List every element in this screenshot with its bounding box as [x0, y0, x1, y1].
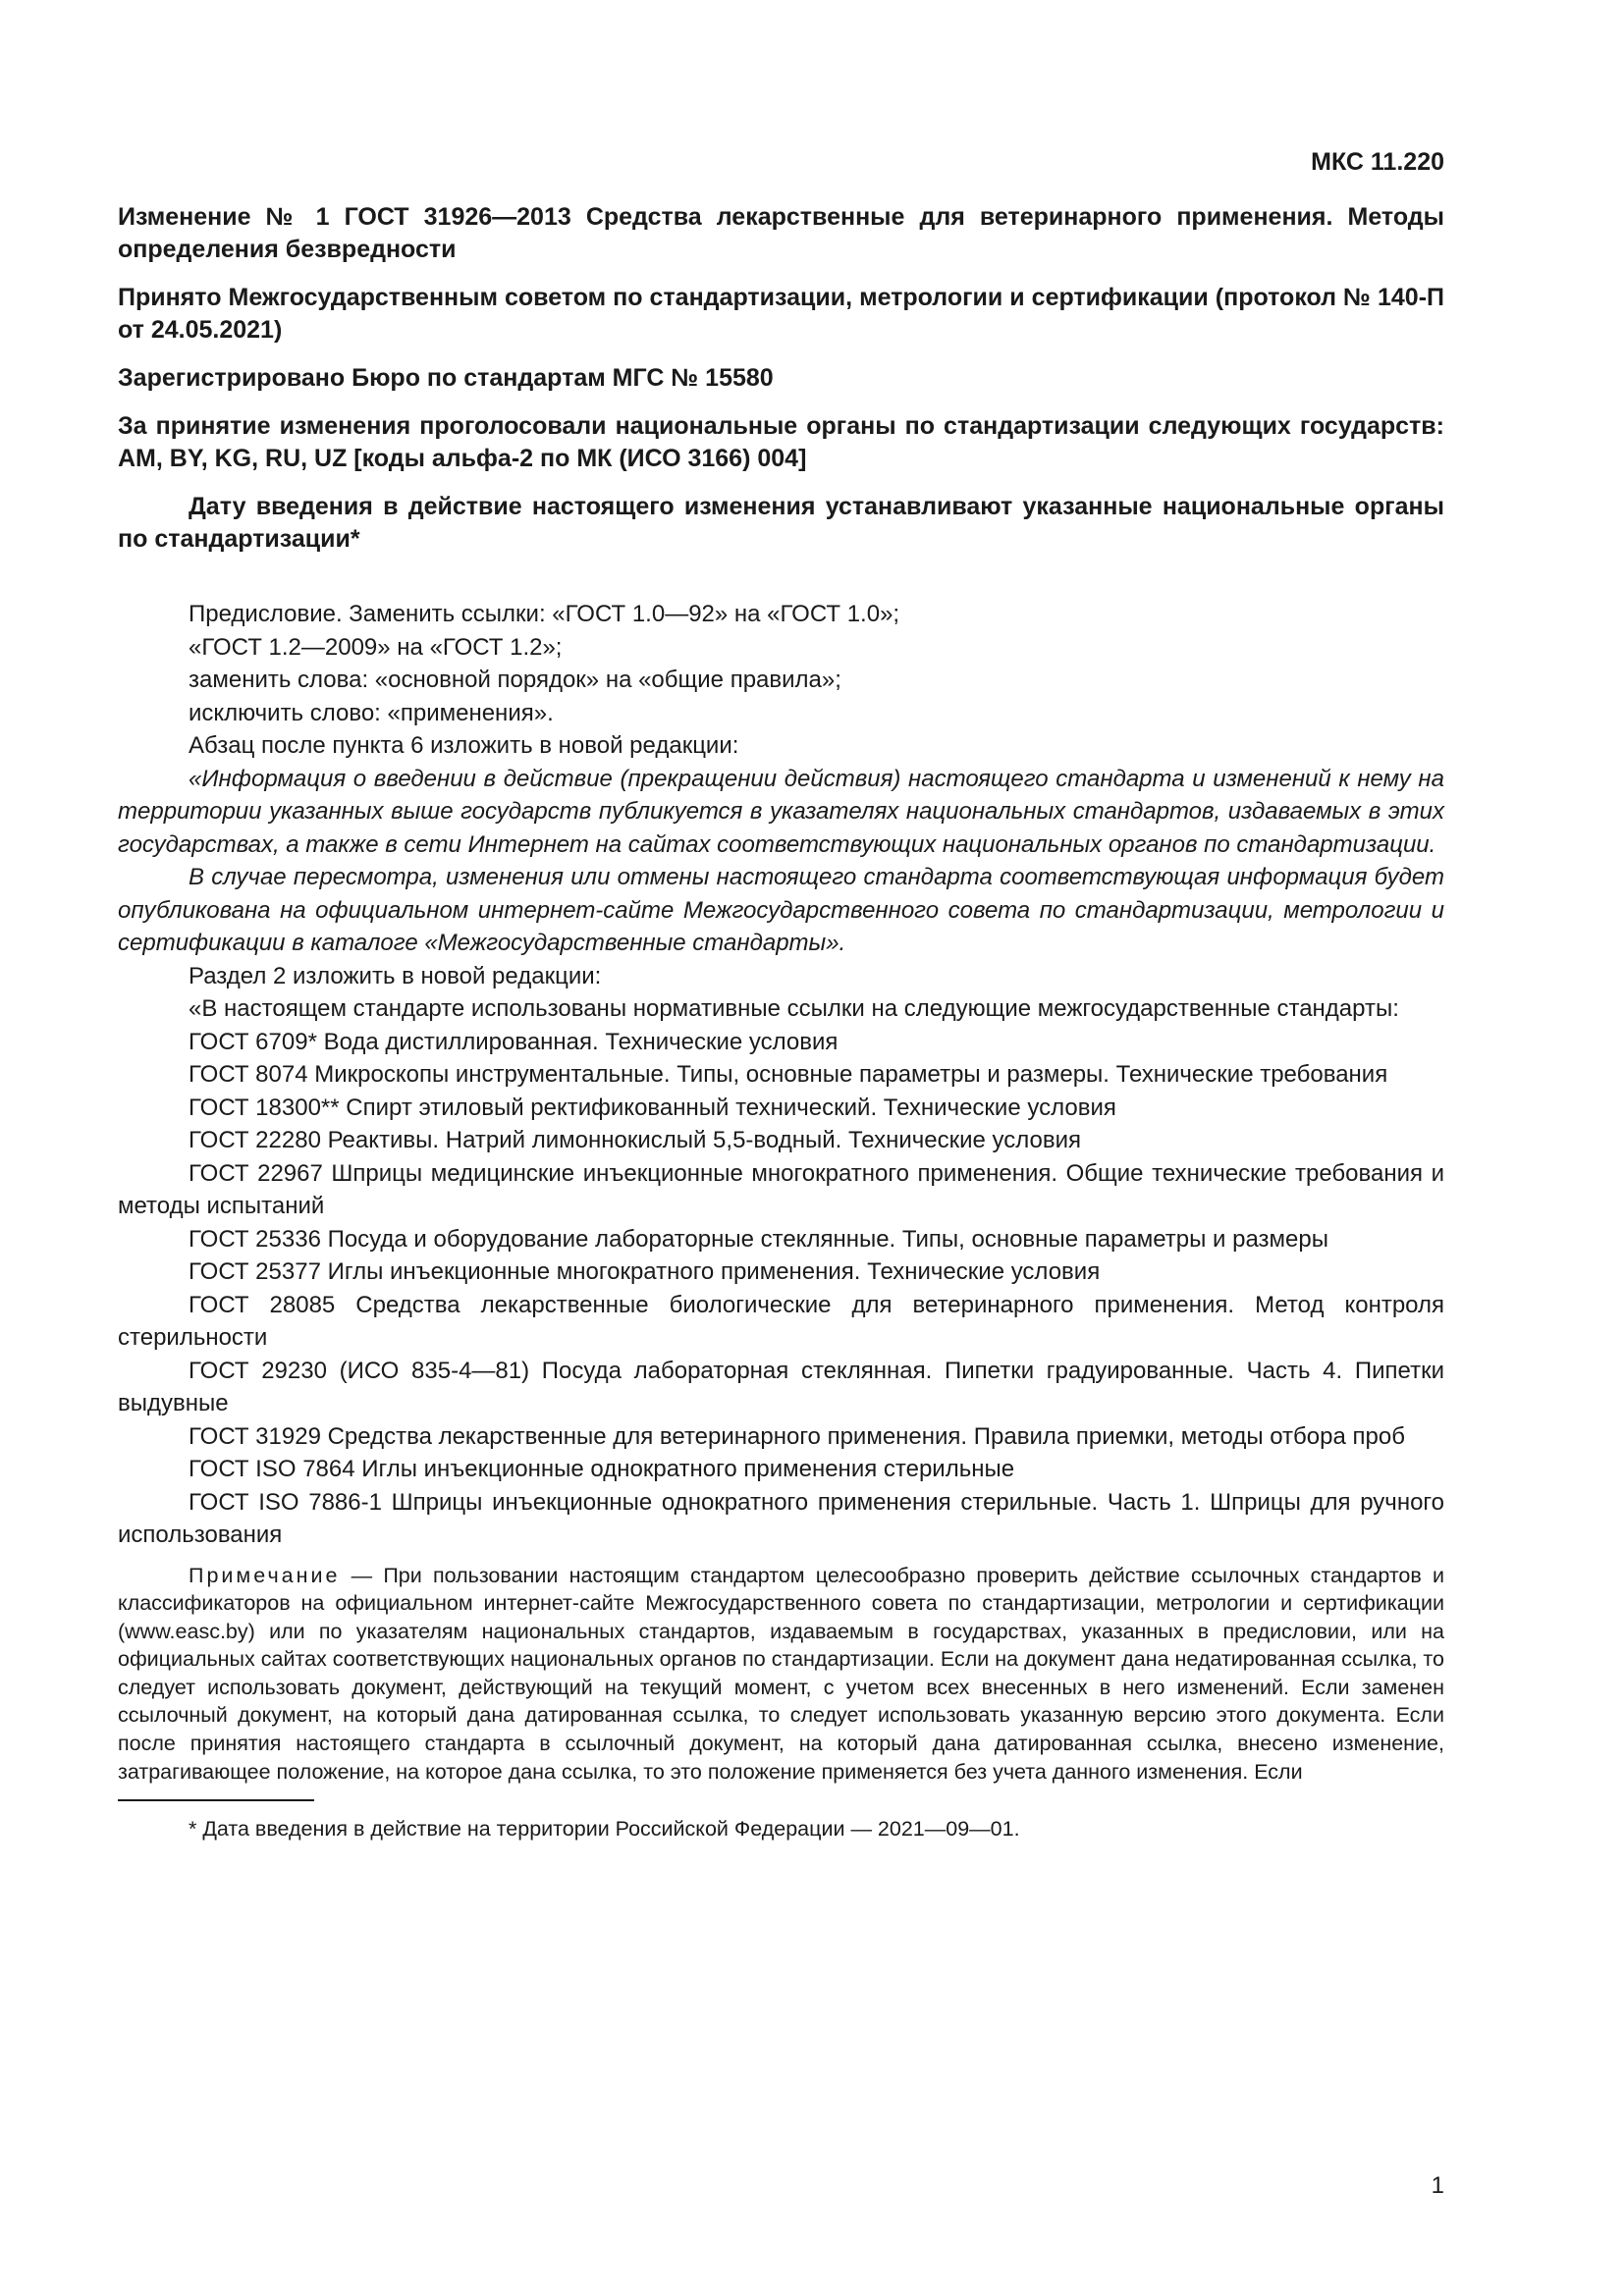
page-number: 1: [1431, 2172, 1444, 2199]
reference-item: ГОСТ 25336 Посуда и оборудование лабораторные стеклянные. Типы, основные параметры и размеры: [189, 1225, 1328, 1253]
reference-item: ГОСТ 6709* Вода дистиллированная. Технические условия: [189, 1028, 839, 1055]
amendment-title: Изменение № 1 ГОСТ 31926—2013 Средства лекарственные для ветеринарного применения. Методы определения безвредности: [118, 203, 1444, 263]
adopted-statement: Принято Межгосударственным советом по стандартизации, метрологии и сертификации (протокол № 140-П от 24.05.2021): [118, 284, 1444, 344]
quoted-paragraph: «Информация о введении в действие (прекращении действия) настоящего стандарта и изменений к нему на территории указанных выше государств публикуется в указателях национальных стандартов, издаваемых в этих государствах, а также в сети Интернет на сайтах соответствующих национальных органов по стандартизации.: [118, 765, 1444, 858]
paragraph: исключить слово: «применения».: [189, 699, 554, 726]
reference-item: ГОСТ 25377 Иглы инъекционные многократного применения. Технические условия: [189, 1258, 1101, 1285]
voting-statement: За принятие изменения проголосовали национальные органы по стандартизации следующих государств: AM, BY, KG, RU, UZ [коды альфа-2 по МК (ИСО 3166) 004]: [118, 412, 1444, 472]
paragraph: Абзац после пункта 6 изложить в новой редакции:: [189, 732, 739, 759]
footnote-divider: [118, 1799, 314, 1801]
reference-item: ГОСТ 22967 Шприцы медицинские инъекционные многократного применения. Общие технические требования и методы испытаний: [118, 1159, 1444, 1219]
reference-item: ГОСТ 8074 Микроскопы инструментальные. Типы, основные параметры и размеры. Технические требования: [189, 1061, 1388, 1088]
paragraph: Раздел 2 изложить в новой редакции:: [189, 962, 602, 989]
paragraph: Предисловие. Заменить ссылки: «ГОСТ 1.0—92» на «ГОСТ 1.0»;: [189, 601, 900, 627]
quoted-paragraph: В случае пересмотра, изменения или отмены настоящего стандарта соответствующая информация будет опубликована на официальном интернет-сайте Межгосударственного совета по стандартизации, метрологии и сертификации в каталоге «Межгосударственные стандарты».: [118, 864, 1444, 956]
paragraph: «В настоящем стандарте использованы нормативные ссылки на следующие межгосударственные стандарты:: [189, 995, 1399, 1022]
reference-item: ГОСТ 22280 Реактивы. Натрий лимоннокислый 5,5-водный. Технические условия: [189, 1127, 1082, 1153]
note-lead: Примечание: [189, 1563, 341, 1587]
paragraph: «ГОСТ 1.2—2009» на «ГОСТ 1.2»;: [189, 633, 563, 661]
reference-item: ГОСТ ISO 7886-1 Шприцы инъекционные однократного применения стерильные. Часть 1. Шприцы для ручного использования: [118, 1488, 1444, 1548]
effective-date-statement: Дату введения в действие настоящего изменения устанавливают указанные национальные органы по стандартизации*: [118, 493, 1444, 553]
paragraph: заменить слова: «основной порядок» на «общие правила»;: [189, 667, 841, 693]
reference-item: ГОСТ 28085 Средства лекарственные биологические для ветеринарного применения. Метод контроля стерильности: [118, 1291, 1444, 1351]
amendment-body: [118, 598, 1444, 1552]
note-text: — При пользовании настоящим стандартом целесообразно проверить действие ссылочных стандартов и классификаторов на официальном интернет-сайте Межгосударственного совета по стандартизации, метрологии и сертификации (www.easc.by) или по указателям национальных стандартов, издаваемым в государствах, указанных в предисловии, или на официальных сайтах соответствующих национальных органов по стандартизации. Если на документ дана недатированная ссылка, то следует использовать документ, действующий на текущий момент, с учетом всех внесенных в него изменений. Если заменен ссылочный документ, на который дана датированная ссылка, то следует использовать указанную версию этого документа. Если после принятия настоящего стандарта в ссылочный документ, на который дана датированная ссылка, внесено изменение, затрагивающее положение, на которое дана ссылка, то это положение применяется без учета данного изменения. Если: [118, 1563, 1444, 1784]
note-block: [118, 1562, 1444, 1787]
reference-item: ГОСТ 31929 Средства лекарственные для ветеринарного применения. Правила приемки, методы отбора проб: [189, 1422, 1405, 1450]
reference-item: ГОСТ 29230 (ИСО 835-4—81) Посуда лабораторная стеклянная. Пипетки градуированные. Часть 4. Пипетки выдувные: [118, 1357, 1444, 1416]
footnote: * Дата введения в действие на территории Российской Федерации — 2021—09—01.: [189, 1817, 1020, 1842]
registration-statement: Зарегистрировано Бюро по стандартам МГС № 15580: [118, 364, 774, 392]
reference-item: ГОСТ 18300** Спирт этиловый ректификованный технический. Технические условия: [189, 1094, 1116, 1121]
mks-code: МКС 11.220: [1311, 148, 1444, 176]
reference-item: ГОСТ ISO 7864 Иглы инъекционные однократного применения стерильные: [189, 1456, 1015, 1482]
